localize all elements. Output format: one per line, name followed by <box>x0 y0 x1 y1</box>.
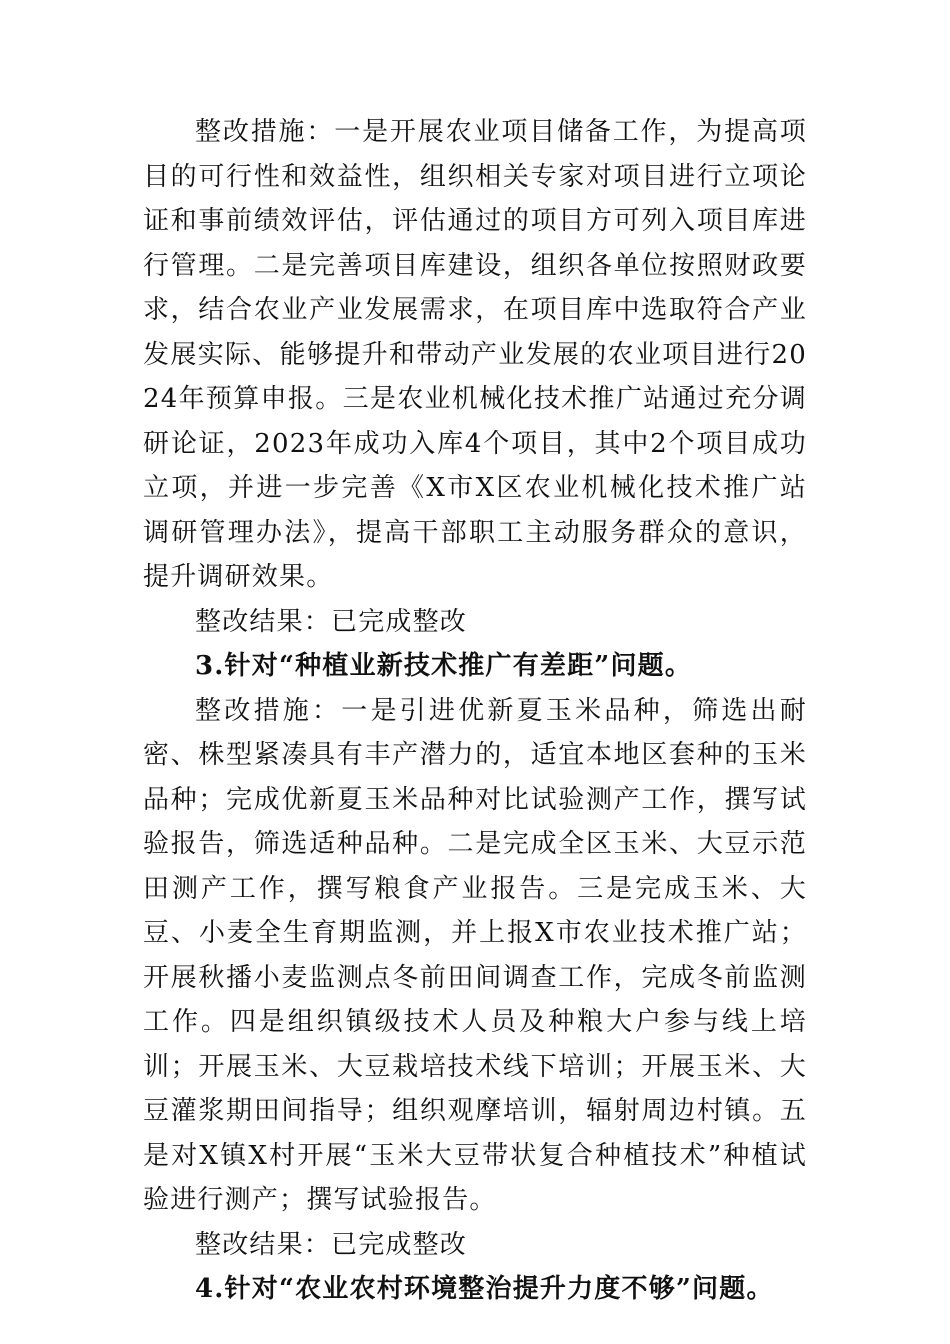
rectification-result-paragraph: 整改结果：已完成整改 <box>195 1229 468 1260</box>
rectification-measures-paragraph: 整改措施：一是引进优新夏玉米品种，筛选出耐密、株型紧凑具有丰产潜力的，适宜本地区套种的玉米品种；完成优新夏玉米品种对比试验测产工作，撰写试验报告，筛选适种品种。二是完成全区玉米、大豆示范田测产工作，撰写粮食产业报告。三是完成玉米、大豆、小麦全生育期监测，并上报X市农业技术推广站；开展秋播小麦监测点冬前田间调查工作，完成冬前监测工作。四是组织镇级技术人员及种粮大户参与线上培训；开展玉米、大豆栽培技术线下培训；开展玉米、大豆灌浆期田间指导；组织观摩培训，辐射周边村镇。五是对X镇X村开展“玉米大豆带状复合种植技术”种植试验进行测产；撰写试验报告。 <box>143 695 807 1215</box>
issue-heading-3: 3.针对“种植业新技术推广有差距”问题。 <box>195 651 693 681</box>
rectification-result-paragraph: 整改结果：已完成整改 <box>195 606 468 637</box>
issue-heading-4: 4.针对“农业农村环境整治提升力度不够”问题。 <box>195 1274 774 1304</box>
document-body <box>143 110 807 1312</box>
rectification-measures-paragraph: 整改措施：一是开展农业项目储备工作，为提高项目的可行性和效益性，组织相关专家对项目进行立项论证和事前绩效评估，评估通过的项目方可列入项目库进行管理。二是完善项目库建设，组织各单位按照财政要求，结合农业产业发展需求，在项目库中选取符合产业发展实际、能够提升和带动产业发展的农业项目进行2024年预算申报。三是农业机械化技术推广站通过充分调研论证，2023年成功入库4个项目，其中2个项目成功立项，并进一步完善《X市X区农业机械化技术推广站调研管理办法》，提高干部职工主动服务群众的意识，提升调研效果。 <box>143 117 807 592</box>
